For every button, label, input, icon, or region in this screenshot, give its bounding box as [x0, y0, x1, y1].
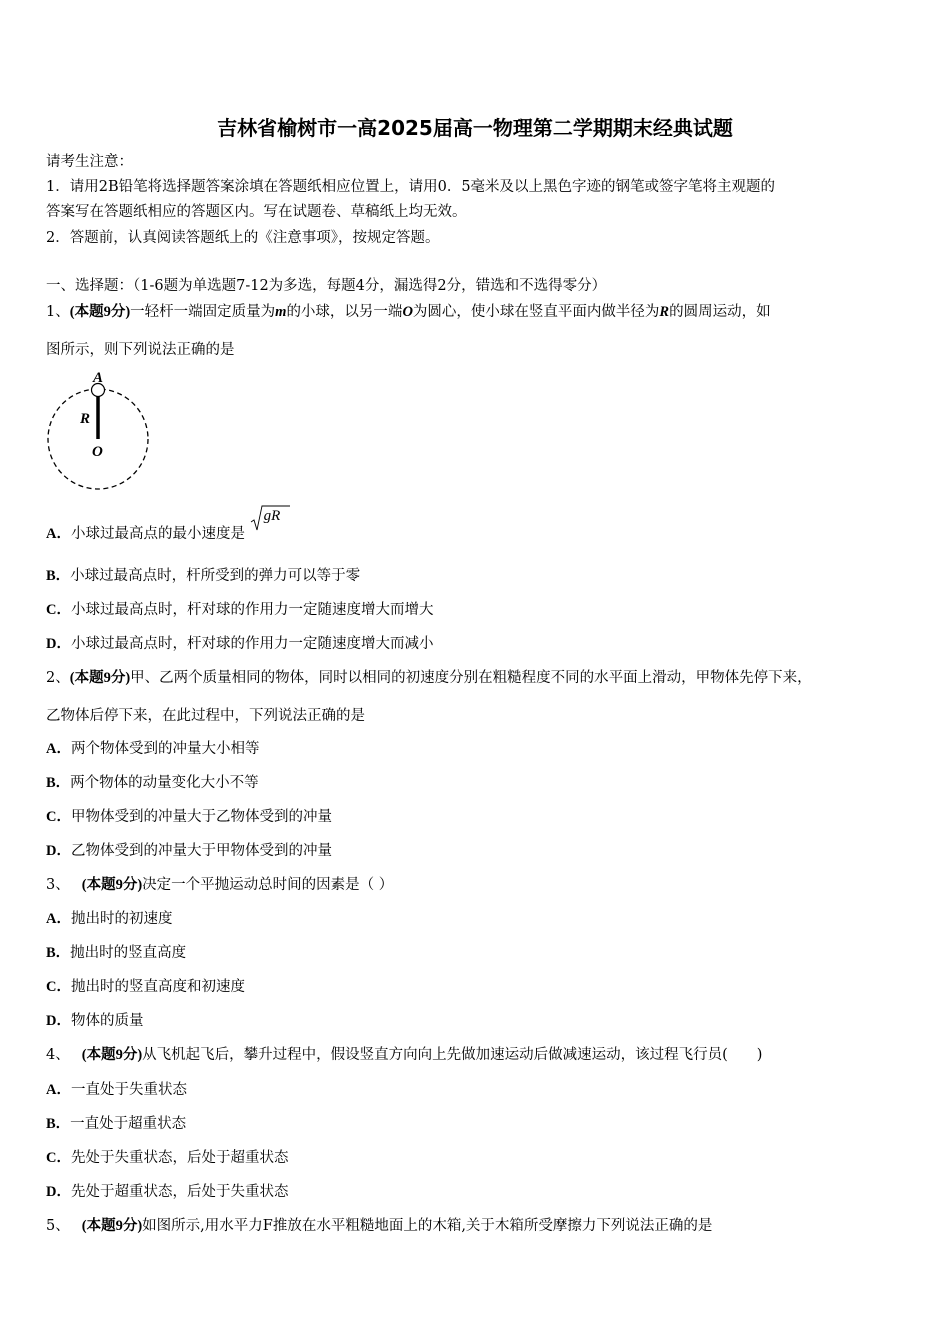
- section-heading: 一、选择题：（1-6题为单选题7-12为多选，每题4分，漏选得2分，错选和不选得零分）: [46, 278, 607, 294]
- option-text: 甲物体受到的冲量大于乙物体受到的冲量: [70, 809, 332, 825]
- label-A: A: [93, 370, 104, 386]
- notice-item-2: 2．答题前，认真阅读答题纸上的《注意事项》，按规定答题。: [46, 230, 440, 246]
- q2-option-b: [46, 773, 259, 793]
- option-label: A．: [46, 741, 71, 757]
- q4-option-a: [46, 1080, 187, 1100]
- option-label: D．: [46, 1184, 71, 1200]
- question-text: 为圆心，使小球在竖直平面内做半径为: [412, 304, 660, 320]
- q4-option-b: [46, 1114, 186, 1134]
- q3-option-b: [46, 943, 186, 963]
- option-text: 先处于超重状态，后处于失重状态: [70, 1184, 289, 1200]
- question-4: [46, 1045, 762, 1065]
- q3-option-d: [46, 1011, 143, 1031]
- option-text: 小球过最高点的最小速度是: [70, 526, 245, 542]
- option-text: 小球过最高点时，杆所受到的弹力可以等于零: [70, 568, 361, 584]
- option-text: 小球过最高点时，杆对球的作用力一定随速度增大而减小: [70, 636, 434, 652]
- q1-option-d: [46, 634, 433, 654]
- question-number: 5、: [46, 1218, 70, 1234]
- option-label: D．: [46, 636, 71, 652]
- question-3: [46, 875, 393, 895]
- question-number: 3、: [46, 877, 70, 893]
- question-number: 1、: [46, 304, 70, 320]
- question-score-tag: (本题9分): [81, 1218, 143, 1234]
- option-label: D．: [46, 1013, 71, 1029]
- q3-option-a: [46, 909, 172, 929]
- question-text: 从飞机起飞后，攀升过程中，假设竖直方向向上先做加速运动后做减速运动，该过程飞行员( ): [142, 1047, 763, 1063]
- q1-option-b: [46, 566, 360, 586]
- option-label: A．: [46, 1082, 71, 1098]
- option-label: C．: [46, 602, 71, 618]
- option-label: B．: [46, 945, 71, 961]
- option-label: A．: [46, 911, 71, 927]
- option-label: C．: [46, 1150, 71, 1166]
- option-text: 抛出时的竖直高度: [70, 945, 187, 961]
- notice-item-1a: 1．请用2B铅笔将选择题答案涂填在答题纸相应位置上，请用0．5毫米及以上黑色字迹的钢笔或签字笔将主观题的: [46, 179, 776, 195]
- option-text: 一直处于超重状态: [70, 1116, 187, 1132]
- variable-m: m: [275, 304, 287, 320]
- circular-motion-figure: [40, 366, 160, 496]
- label-R: R: [80, 411, 91, 427]
- q4-option-d: [46, 1182, 288, 1202]
- variable-R: R: [659, 304, 670, 320]
- question-text: 的圆周运动，如: [669, 304, 771, 320]
- question-number: 4、: [46, 1047, 70, 1063]
- option-label: C．: [46, 809, 71, 825]
- option-label: C．: [46, 979, 71, 995]
- question-score-tag: (本题9分): [81, 877, 143, 893]
- question-2-line-2: 乙物体后停下来，在此过程中，下列说法正确的是: [46, 708, 365, 724]
- question-5: [46, 1216, 712, 1236]
- q1-option-a: [46, 508, 290, 544]
- option-text: 一直处于失重状态: [70, 1082, 187, 1098]
- option-text: 两个物体的动量变化大小不等: [70, 775, 259, 791]
- q2-option-d: [46, 841, 332, 861]
- label-O: O: [92, 444, 103, 460]
- question-score-tag: (本题9分): [69, 304, 131, 320]
- option-label: B．: [46, 775, 71, 791]
- sqrt-radicand: gR: [263, 508, 281, 524]
- q3-option-c: [46, 977, 245, 997]
- question-text: 决定一个平抛运动总时间的因素是（ ）: [142, 877, 394, 893]
- notice-item-1b: 答案写在答题纸相应的答题区内。写在试题卷、草稿纸上均无效。: [46, 204, 467, 220]
- question-score-tag: (本题9分): [81, 1047, 143, 1063]
- variable-O: O: [402, 304, 413, 320]
- question-text: 甲、乙两个质量相同的物体，同时以相同的初速度分别在粗糙程度不同的水平面上滑动，甲物体先停下来，: [130, 670, 812, 686]
- question-text: 的小球，以另一端: [286, 304, 403, 320]
- option-text: 抛出时的初速度: [70, 911, 173, 927]
- option-label: B．: [46, 1116, 71, 1132]
- option-label: A．: [46, 526, 71, 542]
- question-1-line-2: 图所示，则下列说法正确的是: [46, 342, 235, 358]
- question-text: 一轻杆一端固定质量为: [130, 304, 276, 320]
- question-number: 2、: [46, 670, 70, 686]
- option-text: 小球过最高点时，杆对球的作用力一定随速度增大而增大: [70, 602, 434, 618]
- sqrt-expression: [250, 508, 290, 538]
- question-score-tag: (本题9分): [69, 670, 131, 686]
- q2-option-c: [46, 807, 332, 827]
- notice-heading: 请考生注意：: [46, 154, 133, 170]
- q2-option-a: [46, 739, 259, 759]
- question-2-line-1: [46, 668, 812, 688]
- option-label: B．: [46, 568, 71, 584]
- option-text: 物体的质量: [70, 1013, 144, 1029]
- option-text: 抛出时的竖直高度和初速度: [70, 979, 245, 995]
- question-1-line-1: [46, 302, 771, 322]
- question-text: 如图所示,用水平力F推放在水平粗糙地面上的木箱,关于木箱所受摩擦力下列说法正确的是: [142, 1218, 713, 1234]
- q1-option-c: [46, 600, 433, 620]
- q4-option-c: [46, 1148, 288, 1168]
- option-label: D．: [46, 843, 71, 859]
- option-text: 乙物体受到的冲量大于甲物体受到的冲量: [70, 843, 332, 859]
- option-text: 先处于失重状态，后处于超重状态: [70, 1150, 289, 1166]
- page-title: 吉林省榆树市一高2025届高一物理第二学期期末经典试题: [217, 116, 733, 140]
- option-text: 两个物体受到的冲量大小相等: [70, 741, 260, 757]
